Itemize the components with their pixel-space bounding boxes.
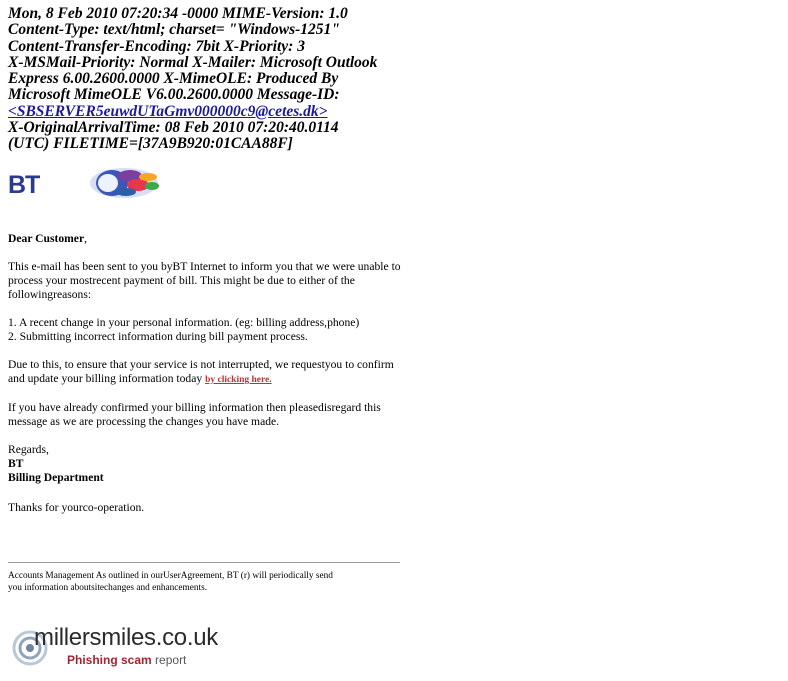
header-line-encoding: Content-Transfer-Encoding: 7bit X-Priority: 3 xyxy=(8,37,305,55)
phishing-link[interactable]: by clicking here. xyxy=(205,375,272,385)
divider xyxy=(8,562,400,563)
bt-piper-icon xyxy=(90,168,159,198)
bt-logo xyxy=(8,165,163,201)
reason-item-2: 2. Submitting incorrect information during bill payment process. xyxy=(8,330,308,343)
request-paragraph: Due to this, to ensure that your service is not interrupted, we requestyou to confirm and update your billing information today by clicking here. xyxy=(8,358,394,385)
signature-department: Billing Department xyxy=(8,471,104,484)
greeting: Dear Customer, xyxy=(8,232,87,245)
email-body xyxy=(8,232,404,515)
header-line-mimeole: Microsoft MimeOLE V6.00.2600.0000 Message-ID: xyxy=(8,86,340,104)
millersmiles-name: millersmiles.co.uk xyxy=(34,624,218,651)
header-line-filetime: (UTC) FILETIME=[37A9B920:01CAA88F] xyxy=(8,135,293,153)
header-line-arrival: X-OriginalArrivalTime: 08 Feb 2010 07:20:40.0114 xyxy=(8,119,339,137)
header-line-content-type: Content-Type: text/html; charset= "Windows-1251" xyxy=(8,21,340,39)
email-header xyxy=(8,6,408,153)
message-id-link[interactable]: <SBSERVER5euwdUTaGmv000000c9@cetes.dk> xyxy=(8,102,328,120)
regards: Regards, xyxy=(8,443,49,456)
reason-item-1: 1. A recent change in your personal information. (eg: billing address,phone) xyxy=(8,316,360,329)
footer-text: Accounts Management As outlined in ourUserAgreement, BT (r) will periodically send you information aboutsitechanges and enhancements. xyxy=(8,571,333,593)
header-line-date: Mon, 8 Feb 2010 07:20:34 -0000 MIME-Version: 1.0 xyxy=(8,5,348,22)
thanks: Thanks for yourco-operation. xyxy=(8,501,145,514)
disregard-paragraph: If you have already confirmed your billing information then pleasedisregard this message as we are processing the changes you have made. xyxy=(8,401,381,428)
header-line-mailer: X-MSMail-Priority: Normal X-Mailer: Microsoft Outlook xyxy=(8,53,378,71)
intro-paragraph: This e-mail has been sent to you byBT Internet to inform you that we were unable to process your mostrecent payment of bill. This might be due to either of the followingreasons: xyxy=(8,260,401,301)
millersmiles-tagline: Phishing scam report xyxy=(67,653,187,667)
header-line-express: Express 6.00.2600.0000 X-MimeOLE: Produced By xyxy=(8,70,339,88)
bt-logo-text: BT xyxy=(8,171,40,199)
signature-bt: BT xyxy=(8,457,24,470)
